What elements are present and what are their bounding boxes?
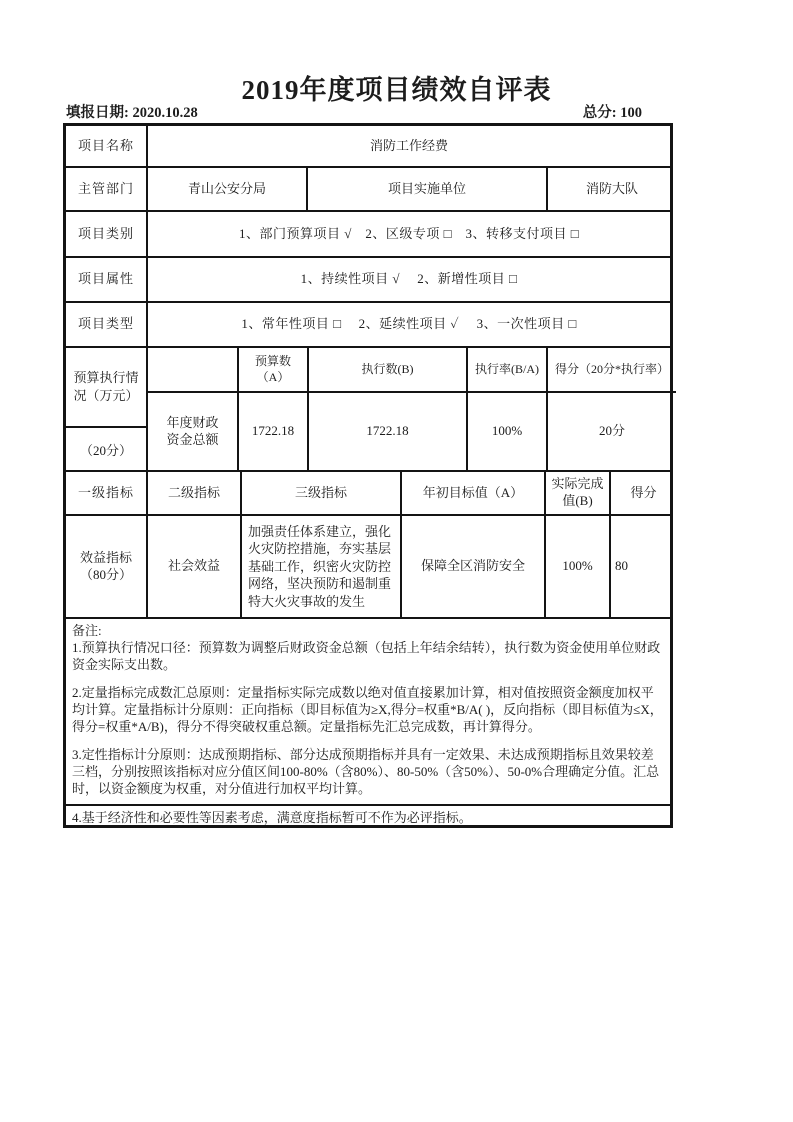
budget-header-rate: 执行率(B/A) — [468, 348, 548, 391]
remark-item-1: 1.预算执行情况口径：预算数为调整后财政资金总额（包括上年结余结转），执行数为资金使用单位财政资金实际支出数。 — [72, 640, 661, 672]
budget-header-empty — [148, 348, 239, 391]
dept-value: 青山公安分局 — [148, 168, 308, 210]
budget-data-row — [148, 393, 676, 470]
section-budget-execution — [66, 348, 670, 472]
row-departments — [66, 168, 670, 212]
attribute-label: 项目属性 — [66, 258, 148, 301]
project-name-label: 项目名称 — [66, 126, 148, 166]
remark-item-2: 2.定量指标完成数汇总原则：定量指标实际完成数以绝对值直接累加计算，相对值按照资金额度加权平均计算。定量指标计分原则：正向指标（即目标值为≥X,得分=权重*B/A( )，反向指标（即目标值为≤X，得分=权重*A/B)，得分不得突破权重总额。定量指标先汇总完成数，再计算得分。 — [72, 685, 663, 734]
benefit-target: 保障全区消防安全 — [402, 516, 546, 617]
row-project-category — [66, 212, 670, 258]
row-project-attribute — [66, 258, 670, 303]
indicator-header-level3: 三级指标 — [242, 472, 402, 514]
total-score: 总分: 100 — [582, 104, 642, 121]
budget-header-score: 得分（20分*执行率） — [554, 361, 669, 376]
budget-header-budget: 预算数（A） — [239, 348, 309, 391]
budget-value-execution: 1722.18 — [309, 393, 468, 470]
project-name-value: 消防工作经费 — [369, 137, 448, 153]
dept-label: 主管部门 — [66, 168, 148, 210]
type-options: 1、常年性项目 □ 2、延续性项目 ✓ 3、一次性项目 □ — [241, 316, 577, 332]
benefit-level3: 加强责任体系建立，强化火灾防控措施，夯实基层基础工作，织密火灾防控网络，坚决预防和遏制重特大火灾事故的发生 — [242, 516, 402, 617]
remarks-cell — [66, 619, 670, 804]
row-remarks — [66, 619, 670, 806]
row-indicator-headers — [66, 472, 670, 516]
budget-value-budget: 1722.18 — [239, 393, 309, 470]
category-label: 项目类别 — [66, 212, 148, 256]
category-options: 1、部门预算项目 √ 2、区级专项 □ 3、转移支付项目 □ — [238, 225, 580, 241]
budget-section-points: （20分） — [79, 442, 132, 458]
benefit-level1: 效益指标（80分） — [66, 516, 148, 617]
impl-unit-label: 项目实施单位 — [308, 168, 548, 210]
indicator-header-actual: 实际完成值(B) — [546, 472, 611, 514]
remark-item-4: 4.基于经济性和必要性等因素考虑，满意度指标暂可不作为必评指标。 — [72, 810, 472, 826]
indicator-header-score: 得分 — [630, 484, 657, 500]
remark-item-3: 3.定性指标计分原则：达成预期指标、部分达成预期指标并具有一定效果、未达成预期指标且效果较差三档，分别按照该指标对应分值区间100-80%（含80%）、80-50%（含50%）、50-0%合理确定分值。汇总时，以资金额度为权重，对分值进行加权平均计算。 — [72, 747, 660, 796]
indicator-header-level2: 二级指标 — [148, 472, 242, 514]
row-benefit-indicator — [66, 516, 670, 619]
row-remark-4 — [66, 806, 670, 831]
budget-header-row — [148, 348, 676, 393]
budget-section-title: 预算执行情况（万元） — [66, 348, 146, 428]
row-project-type — [66, 303, 670, 348]
evaluation-table — [63, 123, 673, 828]
remarks-label: 备注: — [72, 623, 102, 638]
budget-value-score: 20分 — [598, 423, 625, 439]
row-project-name — [66, 126, 670, 168]
meta-line — [66, 101, 676, 121]
budget-header-execution: 执行数(B) — [309, 348, 468, 391]
impl-unit-value: 消防大队 — [585, 180, 638, 196]
benefit-actual: 100% — [546, 516, 611, 617]
type-label: 项目类型 — [66, 303, 148, 346]
benefit-level2: 社会效益 — [148, 516, 242, 617]
benefit-score: 80 — [615, 558, 628, 574]
fill-date: 填报日期: 2020.10.28 — [66, 104, 198, 121]
budget-main — [148, 348, 676, 470]
indicator-header-level1: 一级指标 — [66, 472, 148, 514]
budget-section-label — [66, 348, 148, 470]
budget-value-rate: 100% — [468, 393, 548, 470]
attribute-options: 1、持续性项目 √ 2、新增性项目 □ — [300, 271, 518, 287]
budget-row-label: 年度财政资金总额 — [148, 393, 239, 470]
page-title: 2019年度项目绩效自评表 — [241, 75, 552, 105]
indicator-header-target: 年初目标值（A） — [402, 472, 546, 514]
